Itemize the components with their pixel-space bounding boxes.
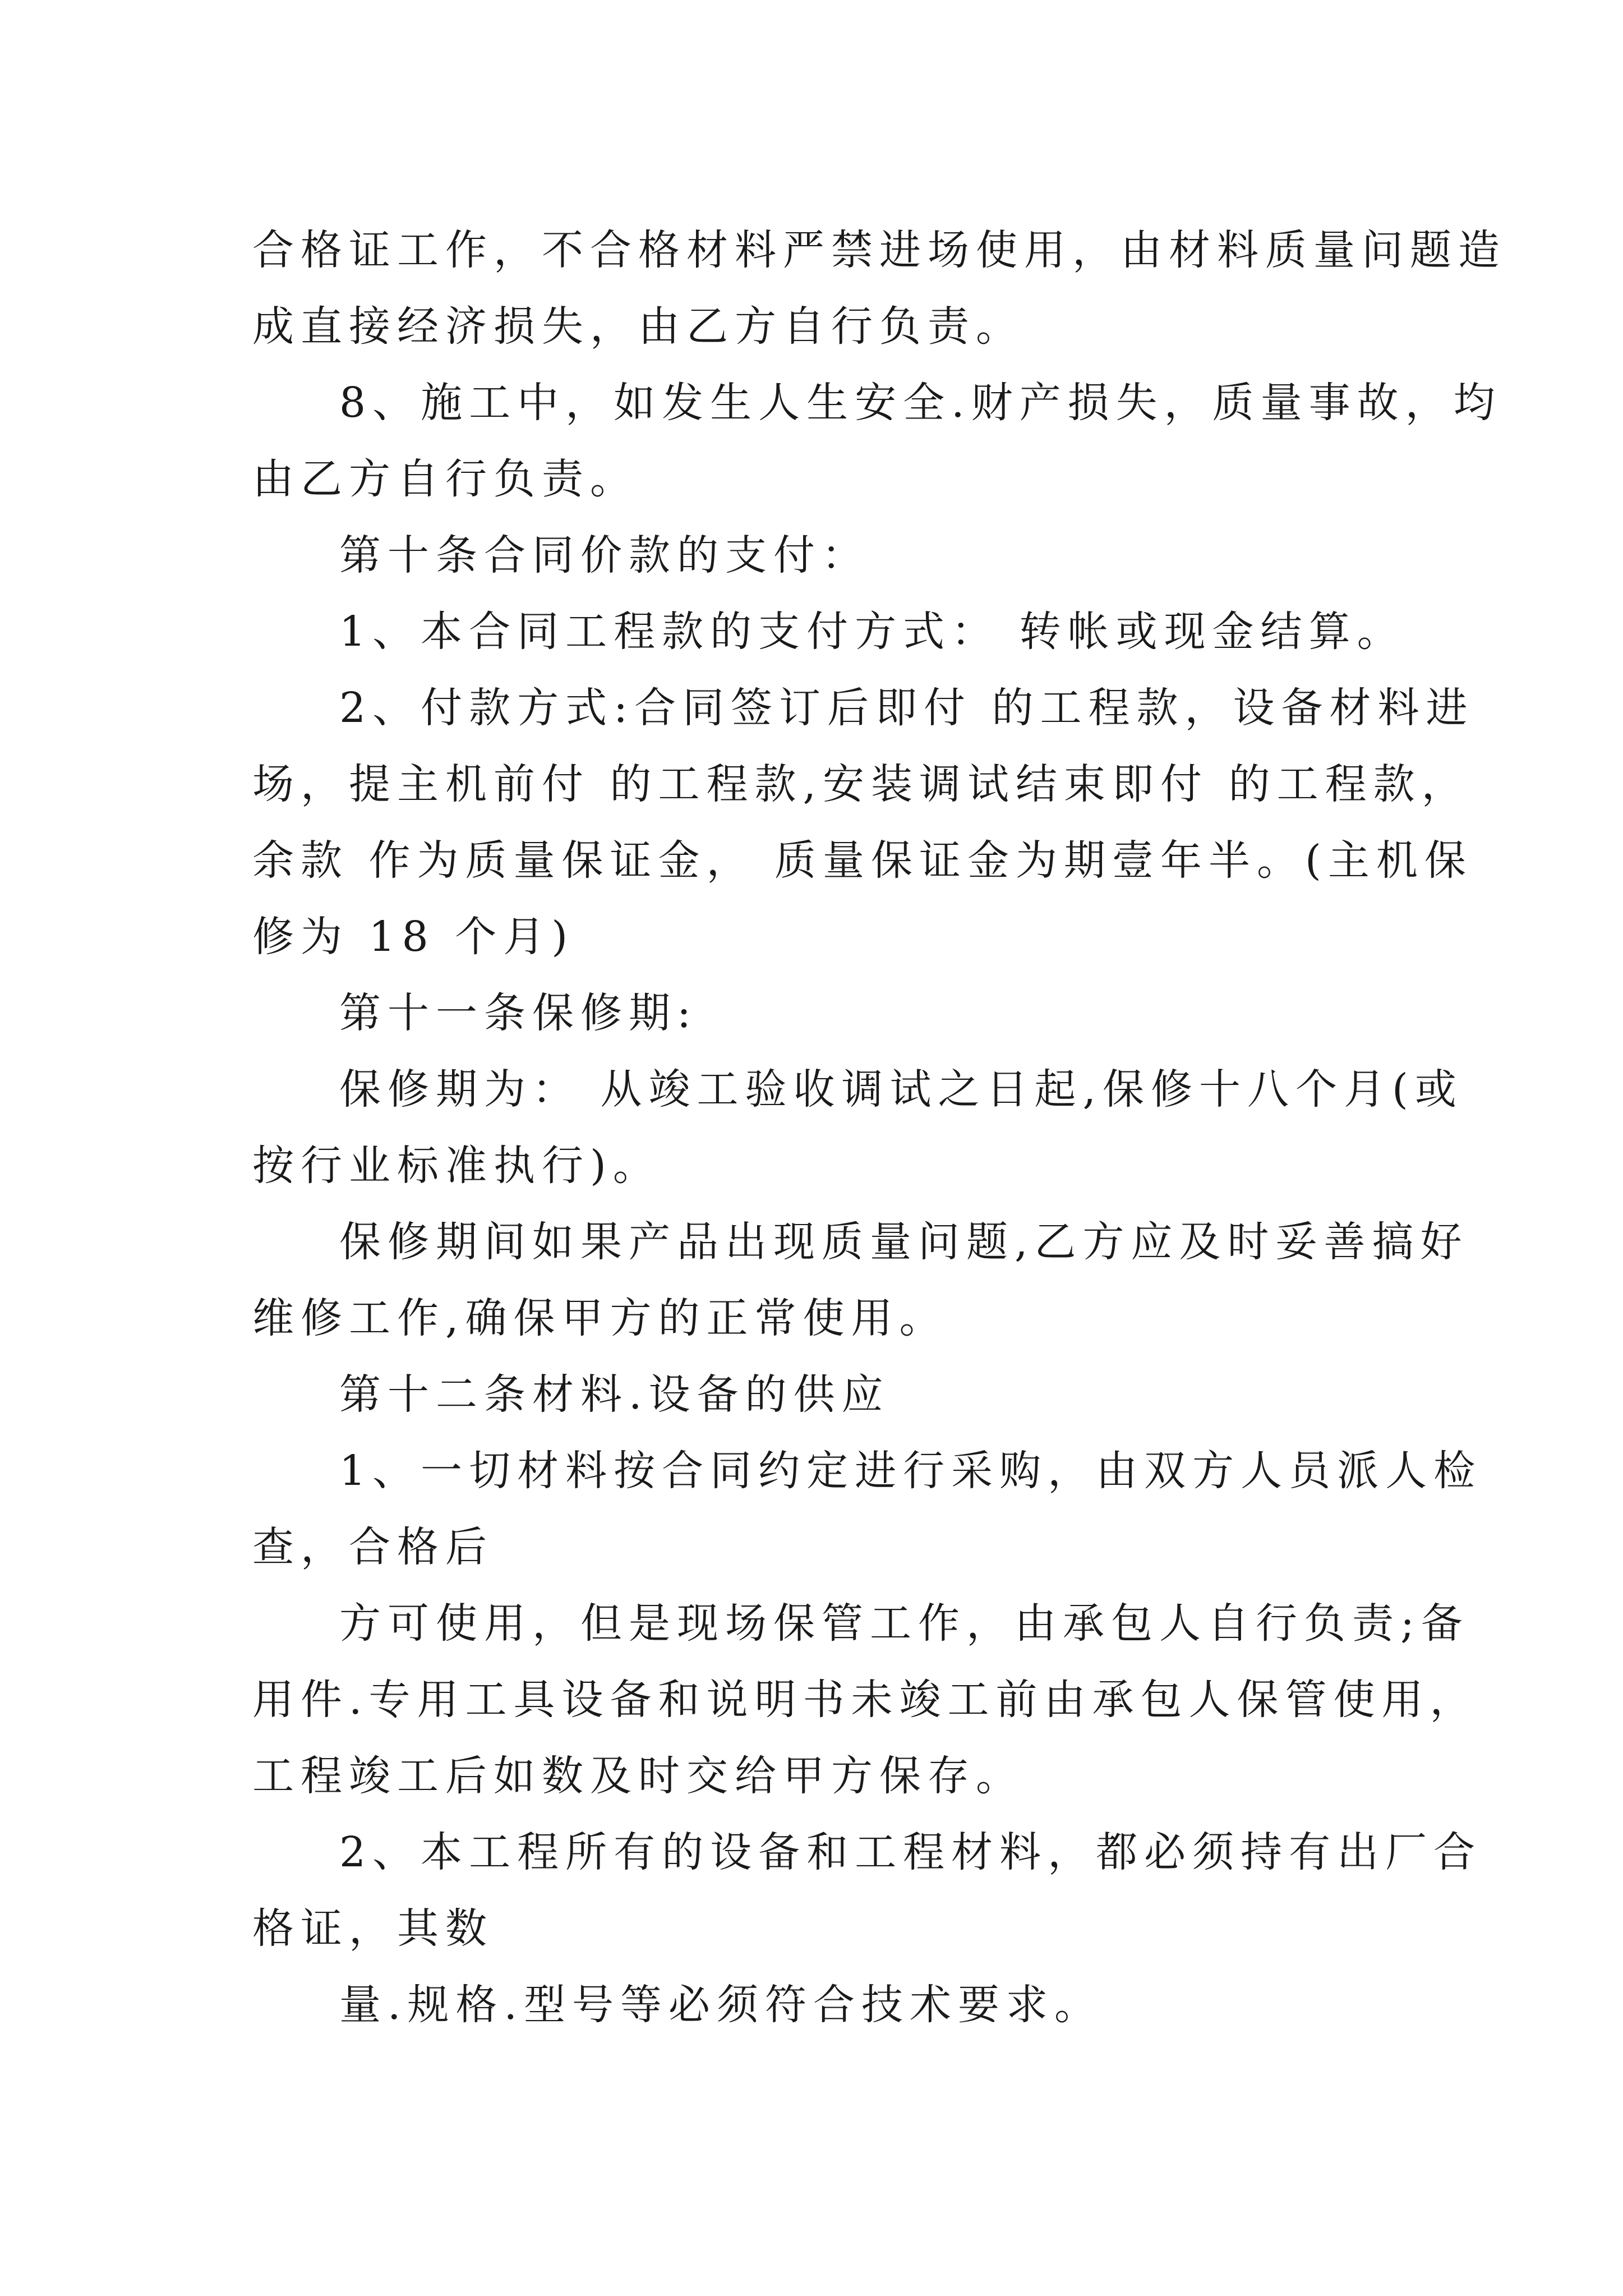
text-line: 1、一切材料按合同约定进行采购，由双方人员派人检 bbox=[339, 1447, 1482, 1495]
text-line: 余款 作为质量保证金， 质量保证金为期壹年半。(主机保 bbox=[252, 836, 1473, 885]
section-heading: 第十条合同价款的支付： bbox=[339, 531, 870, 579]
text-line: 1、本合同工程款的支付方式： 转帐或现金结算。 bbox=[339, 608, 1405, 656]
text-line: 保修期间如果产品出现质量问题,乙方应及时妥善搞好 bbox=[339, 1218, 1469, 1266]
text-line: 维修工作,确保甲方的正常使用。 bbox=[252, 1294, 948, 1342]
section-heading: 第十二条材料.设备的供应 bbox=[339, 1370, 890, 1419]
text-line: 量.规格.型号等必须符合技术要求。 bbox=[339, 1981, 1103, 2029]
text-line: 2、付款方式:合同签订后即付 的工程款，设备材料进 bbox=[339, 684, 1474, 732]
text-line: 方可使用，但是现场保管工作，由承包人自行负责;备 bbox=[339, 1599, 1469, 1648]
text-line: 按行业标准执行)。 bbox=[252, 1142, 661, 1190]
text-line: 保修期为： 从竣工验收调试之日起,保修十八个月(或 bbox=[339, 1065, 1463, 1114]
text-line: 用件.专用工具设备和说明书未竣工前由承包人保管使用， bbox=[252, 1676, 1478, 1724]
section-heading: 第十一条保修期: bbox=[339, 989, 698, 1037]
text-line: 由乙方自行负责。 bbox=[252, 455, 638, 503]
text-line: 合格证工作，不合格材料严禁进场使用，由材料质量问题造 bbox=[252, 226, 1506, 274]
text-line: 修为 18 个月) bbox=[252, 913, 575, 961]
text-line: 查，合格后 bbox=[252, 1523, 494, 1571]
text-line: 2、本工程所有的设备和工程材料，都必须持有出厂合 bbox=[339, 1828, 1482, 1876]
text-line: 8、施工中，如发生人生安全.财产损失，质量事故，均 bbox=[339, 379, 1502, 427]
document-body bbox=[252, 212, 1506, 2043]
text-line: 成直接经济损失，由乙方自行负责。 bbox=[252, 302, 1024, 351]
text-line: 场，提主机前付 的工程款,安装调试结束即付 的工程款， bbox=[252, 760, 1470, 808]
text-line: 工程竣工后如数及时交给甲方保存。 bbox=[252, 1752, 1024, 1800]
text-line: 格证，其数 bbox=[252, 1904, 494, 1953]
